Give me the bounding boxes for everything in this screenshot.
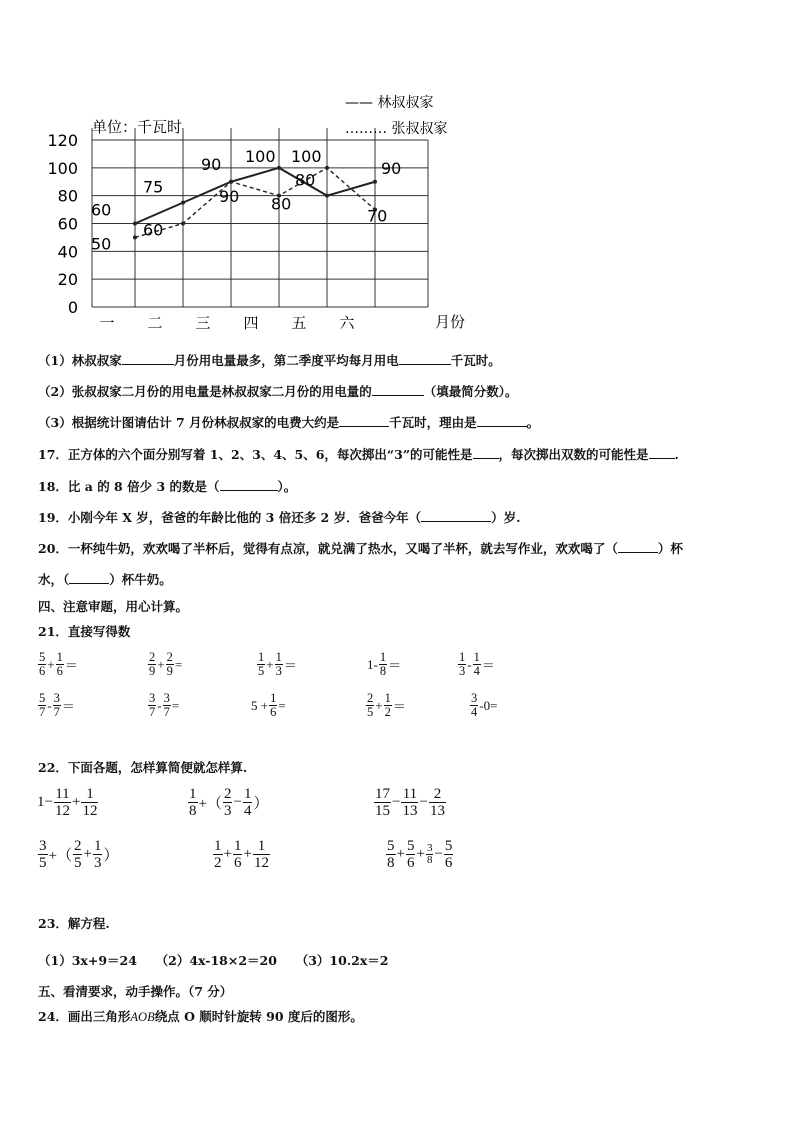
q22-expr-3: $\frac{17}{15}$ − $\frac{11}{13}$ − $\frac{2}{13}$ bbox=[375, 786, 445, 819]
q16-part2: （2）张叔叔家二月份的用电量是林叔叔家二月份的用电量的 （填最简分数）。 bbox=[38, 384, 518, 399]
data-point bbox=[229, 180, 233, 184]
q19: 19．小刚今年 X 岁，爸爸的年龄比他的 3 倍还多 2 岁．爸爸今年（ ）岁. bbox=[38, 510, 521, 525]
data-point bbox=[277, 166, 281, 170]
q21-expr-8: 5 + $\frac{1}{6}$ = bbox=[251, 691, 286, 719]
answer-blank[interactable] bbox=[477, 426, 527, 427]
data-point bbox=[181, 201, 185, 205]
x-tick-label: 二 bbox=[147, 314, 163, 332]
q22-expr-4: $\frac{3}{5}$ +（ $\frac{2}{5}$ + $\frac{1}{3}$ ） bbox=[39, 838, 119, 871]
y-tick-label: 20 bbox=[57, 270, 78, 290]
data-point bbox=[133, 222, 137, 226]
q21-title: 21．直接写得数 bbox=[38, 624, 131, 639]
q21-expr-3: $\frac{1}{5}$ + $\frac{1}{3}$ ＝ bbox=[258, 650, 297, 678]
x-axis-label: 月份 bbox=[435, 313, 466, 331]
x-tick-label: 四 bbox=[243, 314, 259, 332]
data-labels bbox=[91, 147, 401, 254]
x-tick-labels bbox=[99, 314, 355, 332]
q21-expr-6: $\frac{5}{7}$ - $\frac{3}{7}$ ＝ bbox=[39, 691, 75, 719]
data-label: 100 bbox=[291, 146, 322, 166]
q23-title: 23．解方程. bbox=[38, 916, 110, 931]
y-tick-label: 100 bbox=[47, 158, 78, 178]
q18: 18．比 a 的 8 倍少 3 的数是（ ）。 bbox=[38, 479, 297, 494]
answer-blank[interactable] bbox=[372, 395, 424, 396]
data-label: 70 bbox=[367, 206, 388, 226]
answer-blank[interactable] bbox=[618, 552, 658, 553]
data-label: 75 bbox=[143, 177, 164, 197]
series-line bbox=[135, 168, 375, 238]
data-label: 90 bbox=[219, 186, 240, 206]
x-tick-label: 五 bbox=[291, 314, 307, 332]
data-label: 90 bbox=[201, 154, 222, 174]
answer-blank[interactable] bbox=[339, 426, 389, 427]
answer-blank[interactable] bbox=[421, 521, 491, 522]
answer-blank[interactable] bbox=[649, 458, 675, 459]
legend-dotted: ……… 张叔叔家 bbox=[345, 121, 448, 137]
x-tick-label: 一 bbox=[99, 314, 115, 332]
series-lines bbox=[133, 166, 377, 240]
q22-expr-5: $\frac{1}{2}$ + $\frac{1}{6}$ + $\frac{1}{12}$ bbox=[214, 838, 269, 871]
q21-expr-4: 1- $\frac{1}{8}$ ＝ bbox=[367, 650, 402, 678]
data-label: 90 bbox=[381, 158, 402, 178]
x-tick-label: 六 bbox=[339, 314, 355, 332]
q22-expr-2: $\frac{1}{8}$ +（ $\frac{2}{3}$ − $\frac{1}{4}$ ） bbox=[189, 786, 269, 819]
data-point bbox=[181, 222, 185, 226]
data-label: 80 bbox=[271, 194, 292, 214]
q21-expr-1: $\frac{5}{6}$ + $\frac{1}{6}$ ＝ bbox=[39, 650, 78, 678]
q21-expr-10: $\frac{3}{4}$ -0= bbox=[471, 691, 498, 719]
answer-blank[interactable] bbox=[122, 364, 174, 365]
q23-equations: （1）3x+9＝24 （2）4x-18×2＝20 （3）10.2x＝2 bbox=[38, 953, 389, 968]
q22-expr-6: $\frac{5}{8}$ + $\frac{5}{6}$ + $\frac{3}{8}$ − $\frac{5}{6}$ bbox=[387, 838, 453, 871]
q20-line1: 20．一杯纯牛奶，欢欢喝了半杯后，觉得有点凉，就兑满了热水，又喝了半杯，就去写作业，欢欢喝了（ ）杯 bbox=[38, 541, 683, 556]
q21-expr-9: $\frac{2}{5}$ + $\frac{1}{2}$ ＝ bbox=[367, 691, 406, 719]
line-chart bbox=[40, 85, 480, 335]
data-point bbox=[325, 194, 329, 198]
q24: 24．画出三角形AOB绕点 O 顺时针旋转 90 度后的图形。 bbox=[38, 1009, 363, 1024]
q21-expr-7: $\frac{3}{7}$ - $\frac{3}{7}$ = bbox=[149, 691, 180, 719]
x-tick-label: 三 bbox=[195, 314, 211, 332]
answer-blank[interactable] bbox=[69, 583, 109, 584]
unit-label: 单位：千瓦时 bbox=[92, 118, 183, 136]
q16-part1: （1）林叔叔家 月份用电量最多，第二季度平均每月用电 千瓦时。 bbox=[38, 353, 501, 368]
answer-blank[interactable] bbox=[473, 458, 499, 459]
data-label: 50 bbox=[91, 234, 112, 254]
section-four-heading: 四、注意审题，用心计算。 bbox=[38, 599, 189, 614]
q21-expr-5: $\frac{1}{3}$ - $\frac{1}{4}$ ＝ bbox=[459, 650, 495, 678]
y-tick-label: 0 bbox=[67, 298, 78, 317]
data-label: 100 bbox=[245, 146, 276, 166]
legend-solid: —— 林叔叔家 bbox=[345, 95, 434, 111]
y-tick-label: 80 bbox=[57, 186, 78, 206]
q20-line2: 水，（ ）杯牛奶。 bbox=[38, 572, 172, 587]
answer-blank[interactable] bbox=[399, 364, 451, 365]
y-tick-labels bbox=[47, 131, 78, 317]
q17: 17．正方体的六个面分别写着 1、2、3、4、5、6，每次掷出“3”的可能性是 ，每次掷出双数的可能性是 . bbox=[38, 447, 679, 462]
q22-expr-1: 1− $\frac{11}{12}$ + $\frac{1}{12}$ bbox=[37, 786, 98, 819]
section-five-heading: 五、看清要求，动手操作。（7 分） bbox=[38, 984, 233, 999]
q22-title: 22．下面各题，怎样算简便就怎样算. bbox=[38, 760, 248, 775]
q16-part3: （3）根据统计图请估计 7 月份林叔叔家的电费大约是 千瓦时，理由是 。 bbox=[38, 415, 540, 430]
data-point bbox=[325, 166, 329, 170]
q21-expr-2: $\frac{2}{9}$ + $\frac{2}{9}$ = bbox=[149, 650, 183, 678]
y-tick-label: 60 bbox=[57, 214, 78, 234]
answer-blank[interactable] bbox=[220, 490, 278, 491]
data-label: 80 bbox=[295, 170, 316, 190]
y-tick-label: 120 bbox=[47, 131, 78, 150]
data-label: 60 bbox=[91, 200, 112, 220]
data-point bbox=[133, 235, 137, 239]
data-label: 60 bbox=[143, 220, 164, 240]
y-tick-label: 40 bbox=[57, 242, 78, 262]
data-point bbox=[373, 180, 377, 184]
